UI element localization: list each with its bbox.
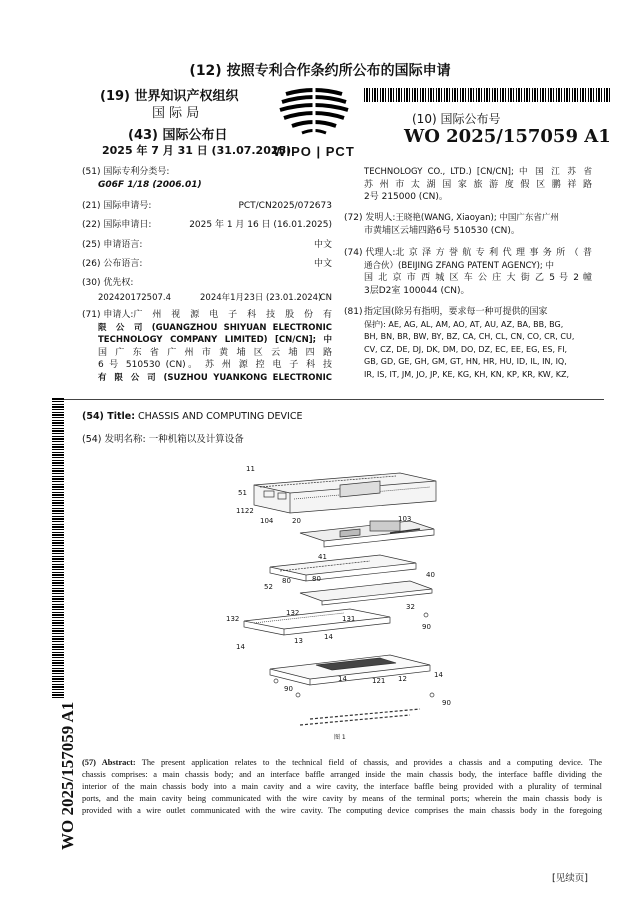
pub-number: WO 2025/157059 A1: [404, 126, 611, 147]
priority-country: CN: [319, 292, 332, 303]
ref-80: 80: [282, 577, 291, 585]
abstract-line: The present application relates to the technical field of chassis, and provides a chassis and a computing device. The: [141, 758, 602, 767]
field-81-label: (81): [344, 307, 363, 317]
ref-14b: 14: [324, 633, 333, 641]
ref-32: 32: [406, 603, 415, 611]
ref-80b: 80: [312, 575, 321, 583]
field-22-value: 2025 年 1 月 16 日 (16.01.2025): [189, 220, 332, 230]
field-51-value: G06F 1/18 (2006.01): [98, 179, 202, 190]
wipo-emblem-icon: [262, 88, 366, 138]
applicant-cont-line: 2号 215000 (CN)。: [364, 192, 448, 202]
patent-figure: [220, 455, 460, 750]
field-72-label: (72) 发明人:: [344, 213, 396, 223]
ref-1122: 1122: [236, 507, 254, 515]
field-21-value: PCT/CN2025/072673: [238, 201, 332, 211]
applicant-line: 有 限 公 司 (SUZHOU YUANKONG ELECTRONIC: [98, 372, 332, 383]
field-71-label: (71) 申请人:: [82, 310, 134, 320]
applicant-line: 广 州 视 源 电 子 科 技 股 份 有: [133, 310, 332, 320]
ref-103: 103: [398, 515, 412, 523]
ref-13: 13: [294, 637, 303, 645]
abstract: [82, 757, 602, 817]
ref-132b: 132: [286, 609, 300, 617]
designated-line: 指定国(除另有指明，要求每一种可提供的国家: [364, 307, 548, 317]
ref-90c: 90: [442, 699, 451, 707]
ref-12: 12: [398, 675, 407, 683]
continued-note: [见续页]: [552, 873, 588, 884]
pub-no-label: (10) 国际公布号: [412, 112, 501, 126]
applicant-cont-line: 苏 州 市 太 湖 国 家 旅 游 度 假 区 鹏 祥 路: [364, 179, 592, 190]
priority-date: 2024年1月23日 (23.01.2024): [200, 292, 322, 303]
title-en-label: (54) Title:: [82, 411, 135, 422]
title-cn-label: (54) 发明名称:: [82, 434, 146, 445]
title-en: CHASSIS AND COMPUTING DEVICE: [138, 411, 303, 422]
wipo-org-name: (19) 世界知识产权组织: [100, 89, 239, 104]
designated-line: 保护): AE, AG, AL, AM, AO, AT, AU, AZ, BA, BB, BG,: [364, 319, 564, 329]
ref-40: 40: [426, 571, 435, 579]
abstract-line: provided with a wire outlet communicated with the wire cavity. The computing device comprises the main chassis body in the foregoing: [82, 806, 602, 815]
ref-14: 14: [236, 643, 245, 651]
ref-90: 90: [422, 623, 431, 631]
exploded-chassis-drawing: [220, 455, 460, 750]
field-74-label: (74) 代理人:: [344, 248, 396, 258]
ref-52: 52: [264, 583, 273, 591]
ref-14d: 14: [434, 671, 443, 679]
ref-132: 132: [226, 615, 240, 623]
abstract-line: chassis comprises: a main chassis body; and an interface baffle arranged inside the main chassis body, the interface baffle dividing the: [82, 770, 602, 779]
ref-14c: 14: [338, 675, 347, 683]
field-25-value: 中文: [313, 240, 332, 250]
field-30-label: (30) 优先权:: [82, 278, 134, 288]
section-divider: [64, 399, 604, 400]
abstract-line: interior of the main chassis body into a main cavity and a wire cavity, the interface baffle being provided with a plurality of terminal: [82, 782, 602, 791]
ref-121: 121: [372, 677, 386, 685]
applicant-line: 6 号 510530 (CN)。 苏 州 源 控 电 子 科 技: [98, 360, 332, 370]
wipo-bureau: 国 际 局: [152, 106, 200, 121]
agent-line: 3层D2室 100044 (CN)。: [364, 285, 470, 296]
applicant-cont-line: TECHNOLOGY CO., LTD.) [CN/CN]; 中 国 江 苏 省: [364, 167, 592, 177]
field-25-label: (25) 申请语言:: [82, 240, 143, 250]
ref-90b: 90: [284, 685, 293, 693]
field-21-label: (21) 国际申请号:: [82, 201, 152, 211]
title-cn: 一种机箱以及计算设备: [148, 434, 244, 445]
inventor-line: 市黄埔区云埔四路6号 510530 (CN)。: [364, 225, 520, 236]
ref-131: 131: [342, 615, 356, 623]
designated-line: CV, CZ, DE, DJ, DK, DM, DO, DZ, EC, EE, EG, ES, FI,: [364, 344, 568, 354]
field-26-value: 中文: [313, 259, 332, 269]
ref-11: 11: [246, 465, 255, 473]
pub-date-label: (43) 国际公布日: [128, 128, 228, 143]
designated-line: GB, GD, GE, GH, GM, GT, HN, HR, HU, ID, IL, IN, IQ,: [364, 357, 567, 366]
field-26-label: (26) 公布语言:: [82, 259, 143, 269]
designated-line: BH, BN, BR, BW, BY, BZ, CA, CH, CL, CN, CO, CR, CU,: [364, 332, 575, 341]
ref-41: 41: [318, 553, 327, 561]
wipo-logo: [262, 88, 366, 159]
wipo-pct-text: WIPO | PCT: [273, 144, 355, 159]
ref-20: 20: [292, 517, 301, 525]
applicant-line: 国 广 东 省 广 州 市 黄 埔 区 云 埔 四 路: [98, 347, 332, 358]
applicant-line: TECHNOLOGY COMPANY LIMITED) [CN/CN]; 中: [98, 335, 332, 345]
side-barcode: [52, 398, 64, 698]
abstract-line: ports, and the main cavity being communicated with the wire cavity by means of the terminal ports; wherein the main chassis body is: [82, 794, 602, 803]
agent-line: 通合伙）(BEIJING ZFANG PATENT AGENCY); 中: [364, 260, 554, 271]
pub-date: 2025 年 7 月 31 日 (31.07.2025): [102, 144, 292, 157]
document-title: (12) 按照专利合作条约所公布的国际申请: [189, 63, 451, 79]
ref-104: 104: [260, 517, 274, 525]
applicant-line: 限 公 司 (GUANGZHOU SHIYUAN ELECTRONIC: [98, 322, 332, 333]
field-51-label: (51) 国际专利分类号:: [82, 167, 170, 177]
agent-line: 北京泽方誉航专利代理事务所（普: [395, 248, 592, 258]
barcode: [364, 88, 612, 102]
ref-51: 51: [238, 489, 247, 497]
abstract-label: (57) Abstract:: [82, 758, 136, 767]
field-22-label: (22) 国际申请日:: [82, 220, 152, 230]
agent-line: 国 北 京 市 西 城 区 车 公 庄 大 街 乙 5 号 2 幢: [364, 273, 592, 283]
designated-line: IR, IS, IT, JM, JO, JP, KE, KG, KH, KN, KP, KR, KW, KZ,: [364, 369, 570, 379]
inventor-line: 王晓艳(WANG, Xiaoyan); 中国广东省广州: [395, 213, 559, 223]
side-pub-number: WO 2025/157059 A1: [58, 701, 77, 850]
priority-number: 202420172507.4: [98, 292, 172, 303]
figure-caption: 图 1: [334, 734, 346, 741]
